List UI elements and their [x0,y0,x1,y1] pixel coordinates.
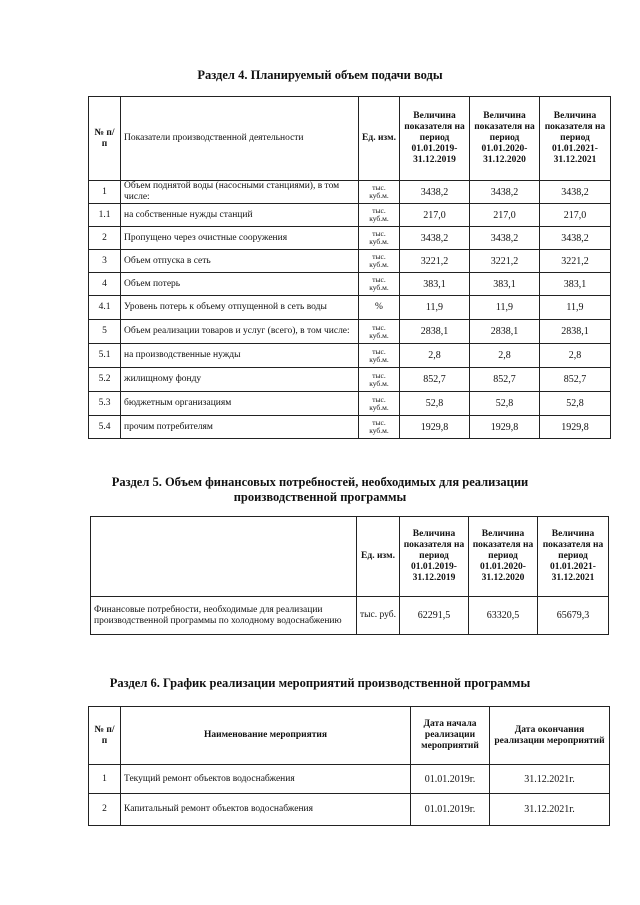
section5-title-line2: производственной программы [233,490,407,504]
table-row [89,368,611,392]
table-row [89,296,611,320]
section6-table [88,706,610,826]
row-value-3: 383,1 [540,273,611,296]
row-value-1: 2,8 [400,344,470,368]
row-value-1: 217,0 [400,204,470,227]
row-value-2: 3221,2 [470,250,540,273]
section4-title: Раздел 4. Планируемый объем подачи воды [197,68,443,82]
header-period-3: Величина показателя на период 01.01.2021-31.12.2021 [538,517,609,597]
row-name: Объем отпуска в сеть [121,250,359,273]
row-name: прочим потребителям [121,416,359,439]
header-num: № п/п [89,707,121,765]
row-value-2: 2838,1 [470,320,540,344]
row-name: жилищному фонду [121,368,359,392]
section4-table [88,96,611,439]
header-period-1: Величина показателя на период 01.01.2019-31.12.2019 [400,517,469,597]
row-num: 5.3 [89,392,121,416]
row-name: Объем реализации товаров и услуг (всего), в том числе: [121,320,359,344]
table-row [89,273,611,296]
event-start: 01.01.2019г. [411,765,490,794]
row-value-1: 3221,2 [400,250,470,273]
row-value-3: 1929,8 [540,416,611,439]
row-unit: тыс. куб.м. [359,273,400,296]
header-start-date: Дата начала реализации мероприятий [411,707,490,765]
row-num: 5 [89,320,121,344]
header-unit: Ед. изм. [357,517,400,597]
header-period-2: Величина показателя на период 01.01.2020-31.12.2020 [469,517,538,597]
row-num: 1.1 [89,204,121,227]
row-unit: тыс. куб.м. [359,320,400,344]
row-num: 1 [89,181,121,204]
table-row [89,181,611,204]
row-unit: % [359,296,400,320]
section5-header-row [91,517,609,597]
section5-title-line1: Раздел 5. Объем финансовых потребностей, необходимых для реализации [111,475,529,489]
header-empty [91,517,357,597]
table-row [89,320,611,344]
row-name: на собственные нужды станций [121,204,359,227]
row-num: 5.2 [89,368,121,392]
row-name: Объем поднятой воды (насосными станциями), в том числе: [121,181,359,204]
header-period-2: Величина показателя на период 01.01.2020-31.12.2020 [470,97,540,181]
table-row [89,204,611,227]
event-end: 31.12.2021г. [490,765,610,794]
row-value-2: 217,0 [470,204,540,227]
table-row [89,227,611,250]
row-value-3: 2,8 [540,344,611,368]
row-num: 4.1 [89,296,121,320]
row-unit: тыс. куб.м. [359,250,400,273]
header-period-1: Величина показателя на период 01.01.2019-31.12.2019 [400,97,470,181]
event-start: 01.01.2019г. [411,794,490,826]
row-value-3: 852,7 [540,368,611,392]
row-name: бюджетным организациям [121,392,359,416]
row-value-3: 52,8 [540,392,611,416]
row-unit: тыс. куб.м. [359,392,400,416]
table-row [91,597,609,635]
finance-value-3: 65679,3 [538,597,609,635]
header-unit: Ед. изм. [359,97,400,181]
row-num: 2 [89,227,121,250]
event-num: 2 [89,794,121,826]
header-period-3: Величина показателя на период 01.01.2021-31.12.2021 [540,97,611,181]
row-value-2: 383,1 [470,273,540,296]
row-unit: тыс. куб.м. [359,227,400,250]
row-unit: тыс. куб.м. [359,344,400,368]
row-num: 4 [89,273,121,296]
header-num: № п/п [89,97,121,181]
table-row [89,250,611,273]
row-value-1: 2838,1 [400,320,470,344]
row-value-2: 52,8 [470,392,540,416]
row-value-2: 2,8 [470,344,540,368]
row-name: Объем потерь [121,273,359,296]
row-value-3: 3438,2 [540,227,611,250]
row-unit: тыс. куб.м. [359,181,400,204]
row-value-1: 1929,8 [400,416,470,439]
row-num: 5.4 [89,416,121,439]
row-num: 3 [89,250,121,273]
row-value-2: 852,7 [470,368,540,392]
row-value-3: 11,9 [540,296,611,320]
row-value-1: 3438,2 [400,181,470,204]
row-value-1: 3438,2 [400,227,470,250]
table-row [89,765,610,794]
finance-unit: тыс. руб. [357,597,400,635]
table-row [89,392,611,416]
section6-header-row [89,707,610,765]
row-value-1: 11,9 [400,296,470,320]
finance-value-2: 63320,5 [469,597,538,635]
row-name: Уровень потерь к объему отпущенной в сеть воды [121,296,359,320]
event-num: 1 [89,765,121,794]
row-unit: тыс. куб.м. [359,204,400,227]
row-num: 5.1 [89,344,121,368]
section6-title: Раздел 6. График реализации мероприятий производственной программы [109,676,531,690]
finance-value-1: 62291,5 [400,597,469,635]
row-value-2: 1929,8 [470,416,540,439]
row-value-3: 3221,2 [540,250,611,273]
row-value-3: 217,0 [540,204,611,227]
header-event-name: Наименование мероприятия [121,707,411,765]
table-row [89,416,611,439]
row-value-3: 3438,2 [540,181,611,204]
event-name: Капитальный ремонт объектов водоснабжения [121,794,411,826]
row-value-2: 3438,2 [470,181,540,204]
event-name: Текущий ремонт объектов водоснабжения [121,765,411,794]
row-value-2: 11,9 [470,296,540,320]
section5-table [90,516,609,635]
event-end: 31.12.2021г. [490,794,610,826]
row-unit: тыс. куб.м. [359,368,400,392]
row-name: на производственные нужды [121,344,359,368]
row-value-3: 2838,1 [540,320,611,344]
row-value-1: 383,1 [400,273,470,296]
row-value-1: 52,8 [400,392,470,416]
row-value-2: 3438,2 [470,227,540,250]
section4-header-row [89,97,611,181]
header-indicator: Показатели производственной деятельности [121,97,359,181]
row-name: Пропущено через очистные сооружения [121,227,359,250]
table-row [89,794,610,826]
row-unit: тыс. куб.м. [359,416,400,439]
finance-name: Финансовые потребности, необходимые для реализации производственной программы по холодному водоснабжению [91,597,357,635]
header-end-date: Дата окончания реализации мероприятий [490,707,610,765]
row-value-1: 852,7 [400,368,470,392]
table-row [89,344,611,368]
